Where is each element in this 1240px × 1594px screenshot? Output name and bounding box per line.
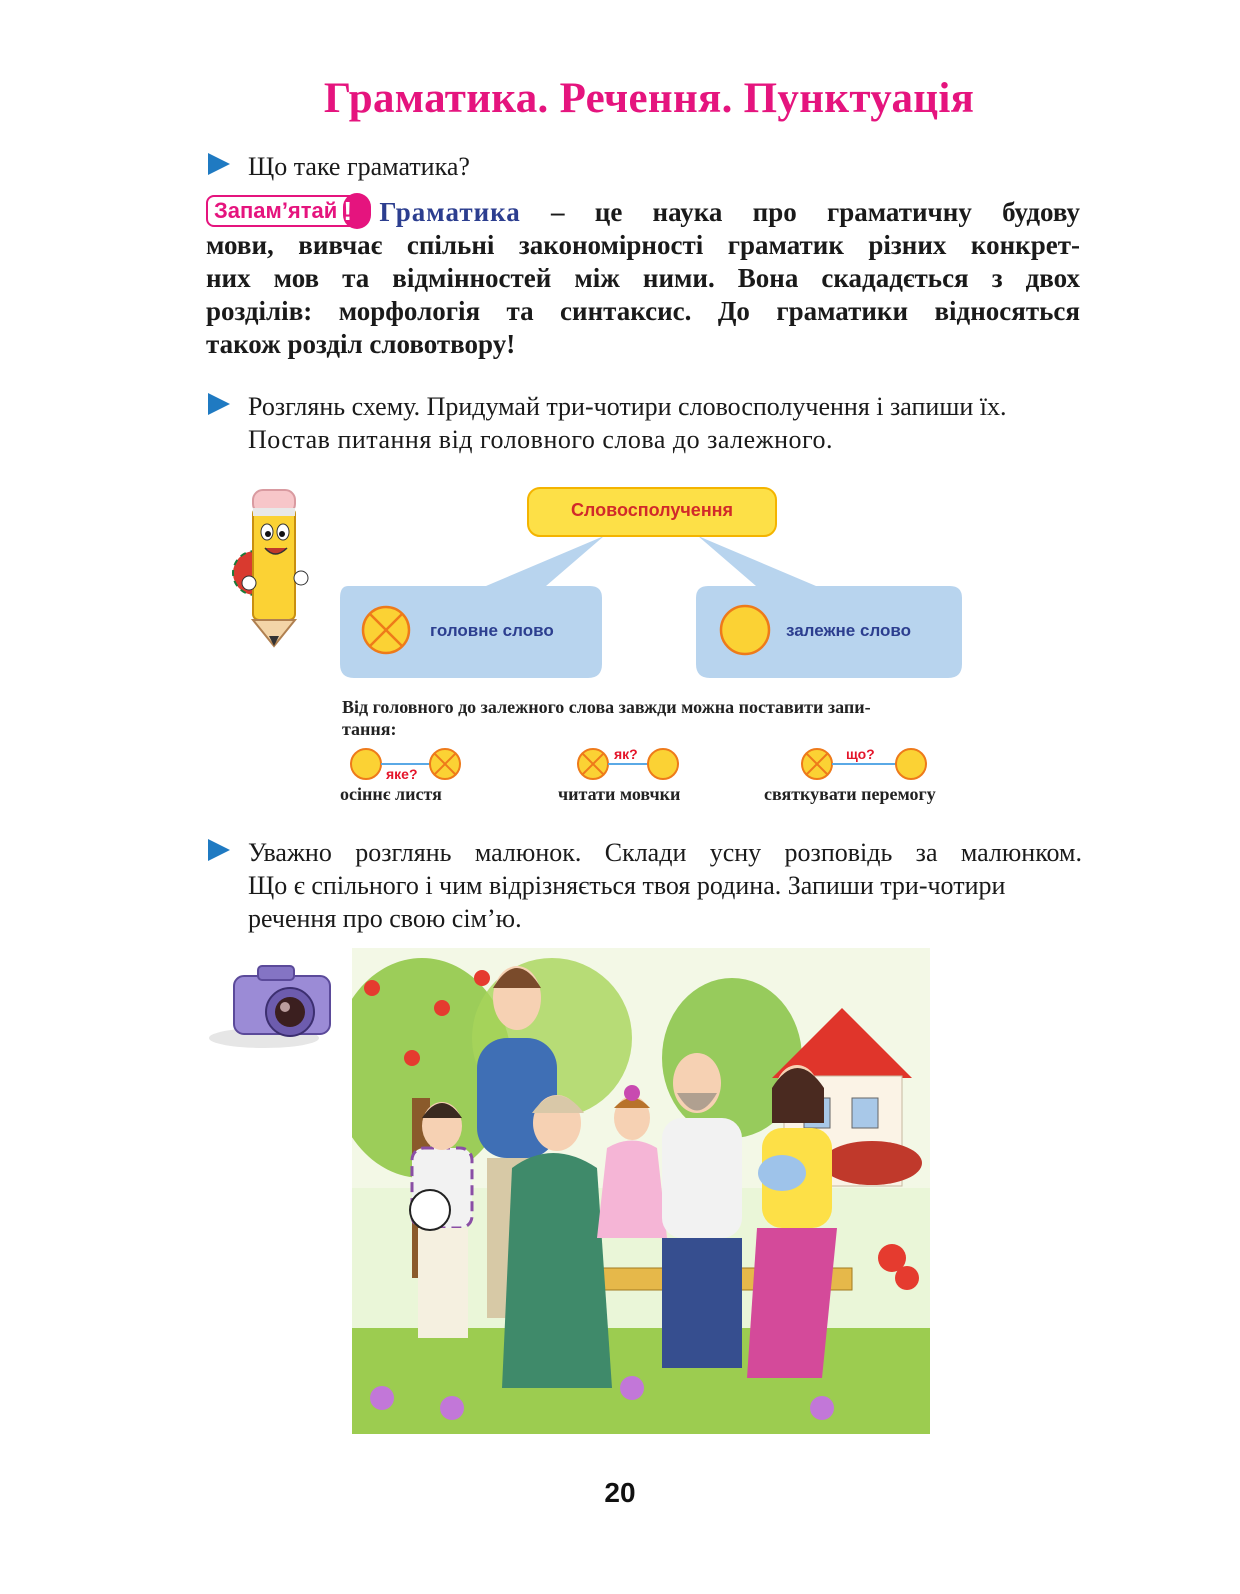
- circle-icon: [721, 606, 769, 654]
- example-3-question: що?: [846, 746, 875, 762]
- example-1-phrase: осіннє листя: [340, 784, 442, 804]
- task3-line1: Уважно розглянь малюнок. Склади усну розповідь за малюнком.: [248, 838, 1082, 867]
- exclamation-icon: !: [343, 193, 371, 229]
- pencil-mascot-icon: [225, 478, 315, 648]
- rule-line3: них мов та відмінностей між ними. Вона скададється з двох: [206, 263, 1080, 293]
- remember-badge-label: Запам’ятай: [214, 198, 338, 223]
- rule-line2: мови, вивчає спільні закономірності граматик різних конкрет-: [206, 230, 1080, 260]
- example-3-diagram: [802, 746, 926, 779]
- main-word-label: головне слово: [430, 621, 554, 640]
- examples-diagram: [336, 746, 970, 782]
- bullet-arrow-icon: [208, 839, 230, 861]
- rule-line5: також розділ словотвору!: [206, 329, 516, 359]
- example-1-diagram: [351, 749, 460, 782]
- question-what-is-grammar: [248, 150, 470, 183]
- task3-line3: речення про свою сім’ю.: [248, 904, 522, 933]
- bullet-arrow-icon: [208, 153, 230, 175]
- crossed-circle-icon: [363, 607, 409, 653]
- task2-line1: Розглянь схему. Придумай три-чотири словосполучення і запиши їх.: [248, 392, 1007, 421]
- remember-badge: [206, 195, 369, 227]
- rule-line1: – це наука про граматичну будову: [520, 197, 1080, 227]
- page-number: 20: [604, 1477, 636, 1508]
- scheme-note: [342, 696, 964, 740]
- example-2-phrase: читати мовчки: [558, 784, 681, 804]
- task2-line2: Постав питання від головного слова до залежного.: [248, 425, 834, 454]
- page-title: Граматика. Речення. Пунктуація: [323, 75, 975, 122]
- example-3-phrase: святкувати перемогу: [764, 784, 936, 804]
- family-illustration: [352, 948, 930, 1434]
- scheme-top-label: Словосполучення: [570, 500, 734, 520]
- question-text: Що таке граматика?: [248, 152, 470, 181]
- example-2-question: як?: [614, 746, 638, 762]
- scheme-note-line1: Від головного до залежного слова завжди можна поставити запи-: [342, 697, 871, 717]
- camera-icon: [204, 962, 334, 1052]
- task3-line2: Що є спільного і чим відрізняється твоя родина. Запиши три-чотири: [248, 871, 1006, 900]
- word-combination-scheme: [336, 478, 970, 808]
- rule-block: [206, 195, 1080, 361]
- task-scheme: [248, 390, 1082, 456]
- example-2-diagram: [578, 746, 678, 779]
- task-picture: [248, 836, 1082, 935]
- example-1-question: яке?: [386, 766, 418, 782]
- rule-term: Граматика: [379, 197, 521, 227]
- bullet-arrow-icon: [208, 393, 230, 415]
- dependent-word-label: залежне слово: [786, 621, 912, 640]
- rule-line4: розділів: морфологія та синтаксис. До граматики відносяться: [206, 296, 1080, 326]
- scheme-note-line2: тання:: [342, 719, 397, 739]
